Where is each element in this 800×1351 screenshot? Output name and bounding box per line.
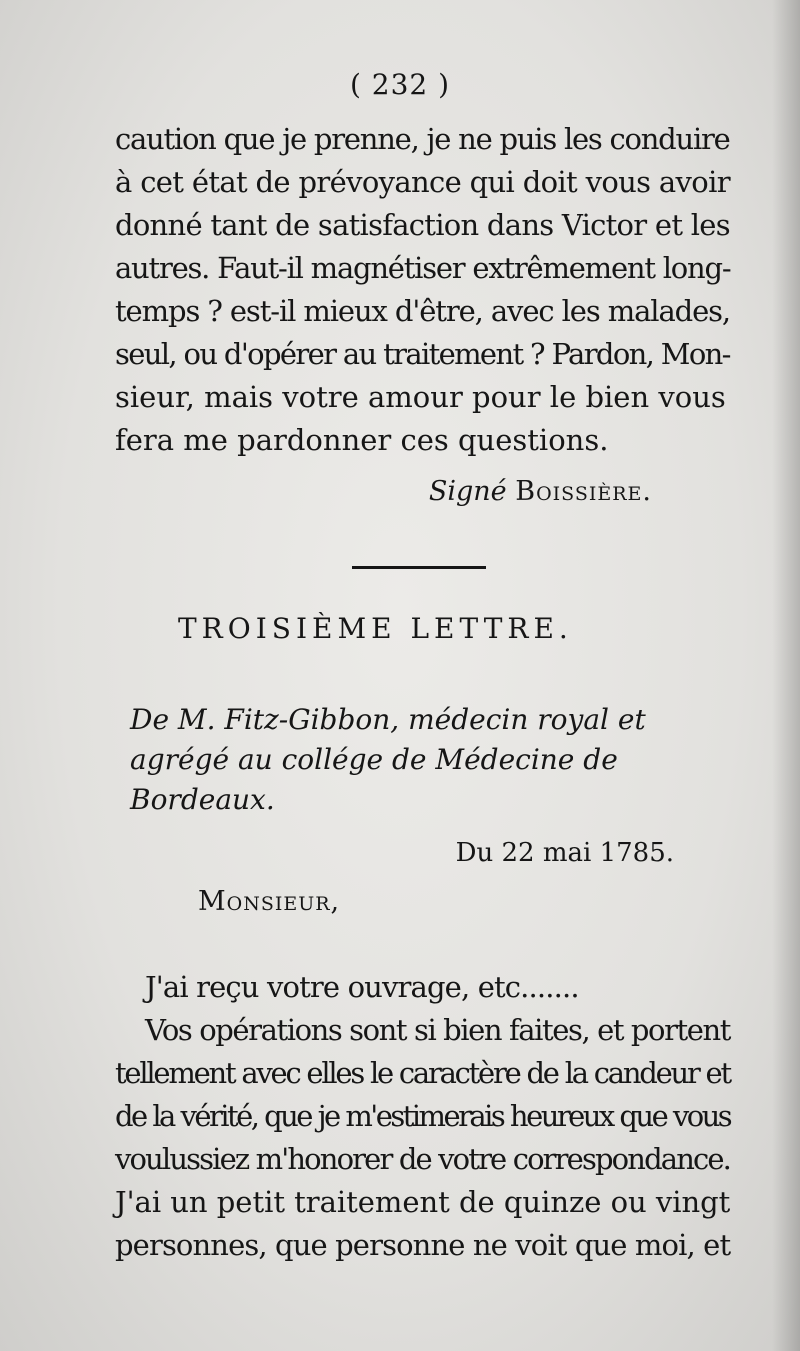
- letter-heading: TROISIÈME LETTRE.: [178, 612, 573, 645]
- salutation: Monsieur,: [198, 886, 341, 917]
- text-line: à cet état de prévoyance qui doit vous avoir: [115, 165, 730, 199]
- text-line: Vos opérations sont si bien faites, et portent: [145, 1013, 731, 1047]
- page-number: ( 232 ): [349, 68, 451, 101]
- page-edge-shadow: [772, 0, 800, 1351]
- text-line: de la vérité, que je m'estimerais heureux que vous: [115, 1099, 731, 1133]
- text-line: J'ai un petit traitement de quinze ou vingt: [115, 1185, 731, 1219]
- signature: [429, 474, 652, 510]
- signature-label: Signé: [428, 476, 507, 507]
- text-line: seul, ou d'opérer au traitement ? Pardon, Mon-: [115, 337, 730, 371]
- text-line: personnes, que personne ne voit que moi, et: [115, 1228, 731, 1262]
- text-line: autres. Faut-il magnétiser extrêmement long-: [115, 251, 731, 285]
- text-line: donné tant de satisfaction dans Victor et les: [115, 208, 730, 242]
- section-divider: [352, 566, 486, 569]
- text-line: sieur, mais votre amour pour le bien vous: [115, 380, 726, 414]
- text-line: temps ? est-il mieux d'être, avec les malades,: [115, 294, 731, 328]
- text-line: tellement avec elles le caractère de la candeur et: [115, 1056, 730, 1090]
- text-line: caution que je prenne, je ne puis les conduire: [115, 122, 730, 156]
- text-line: fera me pardonner ces questions.: [115, 423, 609, 457]
- text-line: voulussiez m'honorer de votre correspondance.: [115, 1142, 731, 1176]
- text-line: J'ai reçu votre ouvrage, etc.......: [145, 970, 579, 1004]
- letter-date: Du 22 mai 1785.: [455, 838, 674, 868]
- signature-name: Boissière.: [515, 476, 652, 507]
- letter-byline: De M. Fitz-Gibbon, médecin royal et agrégé au collége de Médecine de Bordeaux.: [130, 703, 646, 816]
